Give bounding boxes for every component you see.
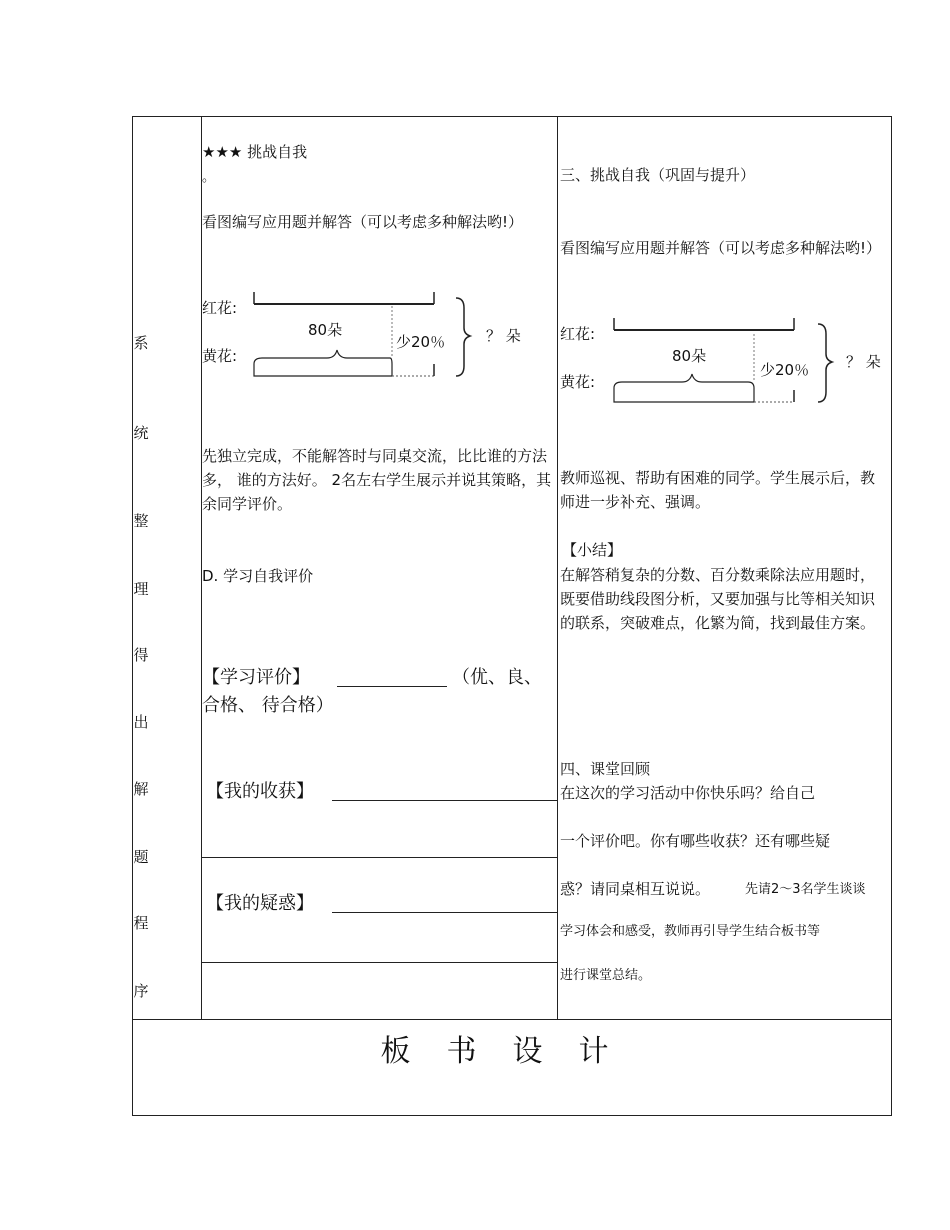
left-char: 整 <box>133 512 149 530</box>
red-flower-label: 红花: <box>560 325 596 343</box>
left-char: 序 <box>133 982 149 1000</box>
bar-diagram <box>202 284 552 394</box>
question-label: ？ 朵 <box>846 353 881 371</box>
doubt-label: 【我的疑惑】 <box>206 893 314 914</box>
harvest-label: 【我的收获】 <box>206 781 314 802</box>
table-border-top <box>132 116 892 117</box>
review-line: 惑？请同桌相互说说。 <box>560 880 711 898</box>
left-char: 理 <box>133 580 149 598</box>
doubt-blank[interactable] <box>332 912 557 913</box>
eval-label: 【学习评价】 <box>202 667 310 688</box>
review-note: 先请2～3名学生谈谈 <box>745 882 866 897</box>
bar-diagram-right <box>560 310 890 410</box>
diff-label: 少20％ <box>396 333 446 351</box>
right-task-text: 看图编写应用题并解答（可以考虑多种解法哟!） <box>560 239 882 257</box>
row-divider-doubt <box>201 962 558 963</box>
table-border-left <box>132 116 133 1116</box>
segment-diagram <box>560 310 890 410</box>
diff-label: 少20％ <box>760 361 810 379</box>
eval-options: （优、良、合格、 待合格） <box>202 667 542 716</box>
teacher-note: 教师巡视、帮助有困难的同学。学生展示后，教师进一步补充、强调。 <box>560 469 876 511</box>
self-evaluation-heading: D. 学习自我评价 <box>202 567 314 585</box>
count-label: 80朵 <box>308 321 343 339</box>
board-design-title: 板书设计 <box>380 1034 645 1069</box>
left-char: 得 <box>133 646 149 664</box>
instruction-text: 先独立完成，不能解答时与同桌交流，比比谁的方法多， 谁的方法好。 2名左右学生展示并说其策略，其余同学评价。 <box>202 447 552 513</box>
table-border-bottom <box>132 1115 892 1116</box>
review-line: 一个评价吧。你有哪些收获？还有哪些疑 <box>560 832 831 850</box>
left-char: 统 <box>133 424 149 442</box>
review-heading: 四、课堂回顾 <box>560 760 651 778</box>
challenge-heading <box>202 140 307 164</box>
yellow-flower-label: 黄花: <box>560 373 596 391</box>
left-char: 题 <box>133 848 149 866</box>
summary-text: 在解答稍复杂的分数、百分数乘除法应用题时，既要借助线段图分析，又要加强与比等相关知识的联系，突破难点，化繁为简，找到最佳方案。 <box>560 566 876 632</box>
table-border-right <box>891 116 892 1116</box>
question-label: ？ 朵 <box>486 327 521 345</box>
harvest-blank[interactable] <box>332 800 557 801</box>
red-flower-label: 红花: <box>202 299 238 317</box>
row-divider-board <box>132 1019 892 1020</box>
star-icon: ★★★ <box>202 143 243 161</box>
review-line: 在这次的学习活动中你快乐吗？给自己 <box>560 784 816 802</box>
left-char: 程 <box>133 914 149 932</box>
left-char: 解 <box>133 780 149 798</box>
count-label: 80朵 <box>672 347 707 365</box>
row-divider-harvest <box>201 857 558 858</box>
left-char: 系 <box>133 334 149 352</box>
left-char: 出 <box>133 713 149 731</box>
dot-mark: 。 <box>202 170 216 185</box>
col-divider-2 <box>557 116 558 1019</box>
summary-title: 【小结】 <box>562 541 623 559</box>
yellow-flower-label: 黄花: <box>202 347 238 365</box>
heading-text: 挑战自我 <box>247 143 308 161</box>
review-note: 学习体会和感受，教师再引导学生结合板书等 <box>560 924 821 939</box>
section-three-heading: 三、挑战自我（巩固与提升） <box>560 166 756 184</box>
task-text: 看图编写应用题并解答（可以考虑多种解法哟!） <box>202 213 524 231</box>
review-note: 进行课堂总结。 <box>560 968 652 983</box>
